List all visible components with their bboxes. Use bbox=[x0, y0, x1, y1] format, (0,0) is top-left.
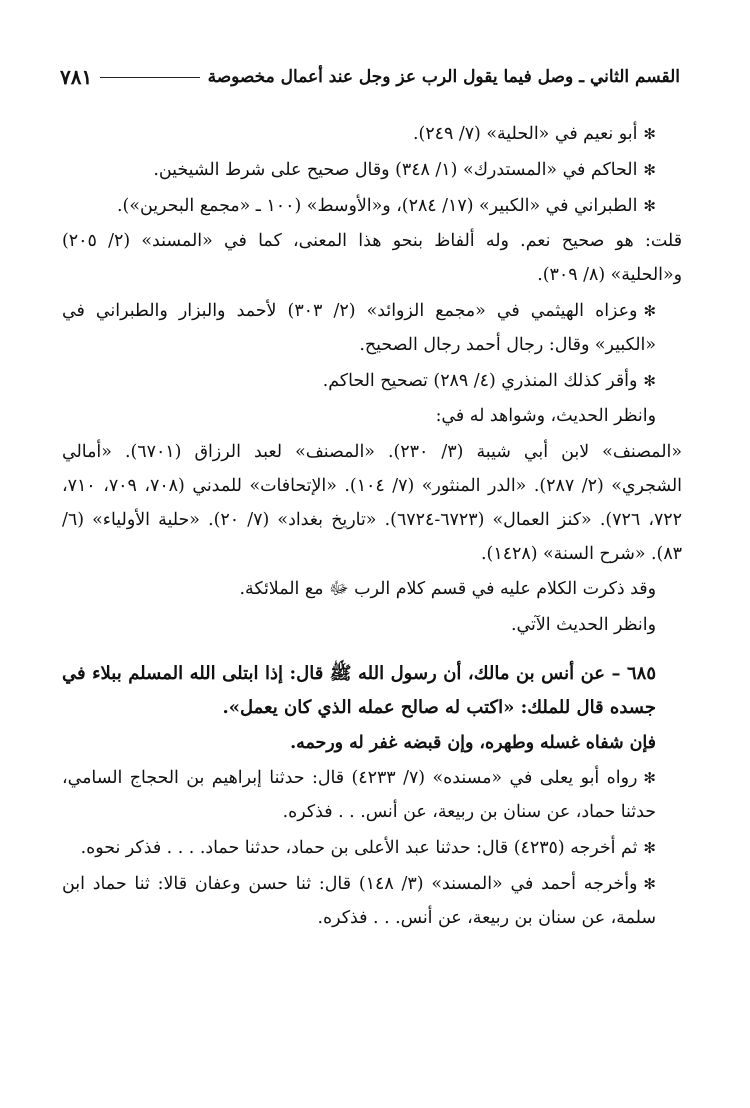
text-line: وقد ذكرت الكلام عليه في قسم كلام الرب ﷻ مع الملائكة. bbox=[239, 579, 656, 600]
text-paragraph: ✻وعزاه الهيثمي في «مجمع الزوائد» (٢/ ٣٠٣) لأحمد والبزار والطبراني في «الكبير» وقال: رجال أحمد رجال الصحيح. bbox=[62, 295, 682, 363]
text-line: ✻الطبراني في «الكبير» (١٧/ ٢٨٤)، و«الأوسط» (١٠٠ ـ «مجمع البحرين»). bbox=[62, 190, 682, 224]
hadith-text: ٦٨٥ – عن أنس بن مالك، أن رسول الله ﷺ قال: إذا ابتلى الله المسلم ببلاء في جسده قال للملك: «اكتب له صالح عمله الذي كان يعمل». bbox=[62, 662, 656, 718]
hadith-continuation: فإن شفاه غسله وطهره، وإن قبضه غفر له ورحمه. bbox=[290, 732, 656, 753]
header-rule bbox=[100, 77, 199, 78]
references-paragraph: «المصنف» لابن أبي شيبة (٣/ ٢٣٠). «المصنف» لعبد الرزاق (٦٧٠١). «أمالي الشجري» (٢/ ٢٨٧). «الدر المنثور» (٧/ ١٠٤). «الإتحافات» للمدني (٧٠٨، ٧٠٩، ٧١٠، ٧٢٢، ٧٢٦). «كنز العمال» (٦٧٢٣-٦٧٢٤). «تاريخ بغداد» (٧/ ٢٠). «حلية الأولياء» (٦/ ٨٣). «شرح السنة» (١٤٢٨). bbox=[62, 442, 682, 564]
text-line: ✻أبو نعيم في «الحلية» (٧/ ٢٤٩). bbox=[62, 118, 682, 152]
text-paragraph: ✻وأخرجه أحمد في «المسند» (٣/ ١٤٨) قال: ثنا حسن وعفان قالا: ثنا حماد ابن سلمة، عن سنان بن ربيعة، عن أنس. . . فذكره. bbox=[62, 868, 682, 936]
text-line: وانظر الحديث الآتي. bbox=[510, 615, 656, 636]
page-number: ٧٨١ bbox=[60, 65, 93, 89]
header-title: القسم الثاني ـ وصل فيما يقول الرب عز وجل عند أعمال مخصوصة bbox=[207, 67, 680, 87]
star-bullet-icon: ✻ bbox=[643, 838, 656, 857]
star-bullet-icon: ✻ bbox=[643, 769, 656, 788]
page-body bbox=[62, 118, 682, 937]
text-paragraph: ✻ثم أخرجه (٤٢٣٥) قال: حدثنا عبد الأعلى بن حماد، حدثنا حماد. . . . فذكر نحوه. bbox=[62, 832, 682, 866]
running-header bbox=[60, 60, 680, 94]
star-bullet-icon: ✻ bbox=[643, 125, 656, 143]
text-line: وانظر الحديث، وشواهد له في: bbox=[435, 406, 656, 427]
text-line: ✻الحاكم في «المستدرك» (١/ ٣٤٨) وقال صحيح على شرط الشيخين. bbox=[62, 154, 682, 188]
star-bullet-icon: ✻ bbox=[643, 196, 656, 215]
star-bullet-icon: ✻ bbox=[643, 874, 656, 893]
star-bullet-icon: ✻ bbox=[643, 160, 656, 179]
text-paragraph: قلت: هو صحيح نعم. وله ألفاظ بنحو هذا المعنى، كما في «المسند» (٢/ ٢٠٥) و«الحلية» (٨/ ٣٠٩). bbox=[62, 231, 683, 286]
star-bullet-icon: ✻ bbox=[643, 371, 656, 390]
text-line: ✻وأقر كذلك المنذري (٤/ ٢٨٩) تصحيح الحاكم. bbox=[62, 365, 682, 399]
star-bullet-icon: ✻ bbox=[643, 301, 657, 320]
text-paragraph: ✻رواه أبو يعلى في «مسنده» (٧/ ٤٢٣٣) قال: حدثنا إبراهيم بن الحجاج السامي، حدثنا حماد، عن سنان بن ربيعة، عن أنس. . . فذكره. bbox=[62, 762, 682, 830]
